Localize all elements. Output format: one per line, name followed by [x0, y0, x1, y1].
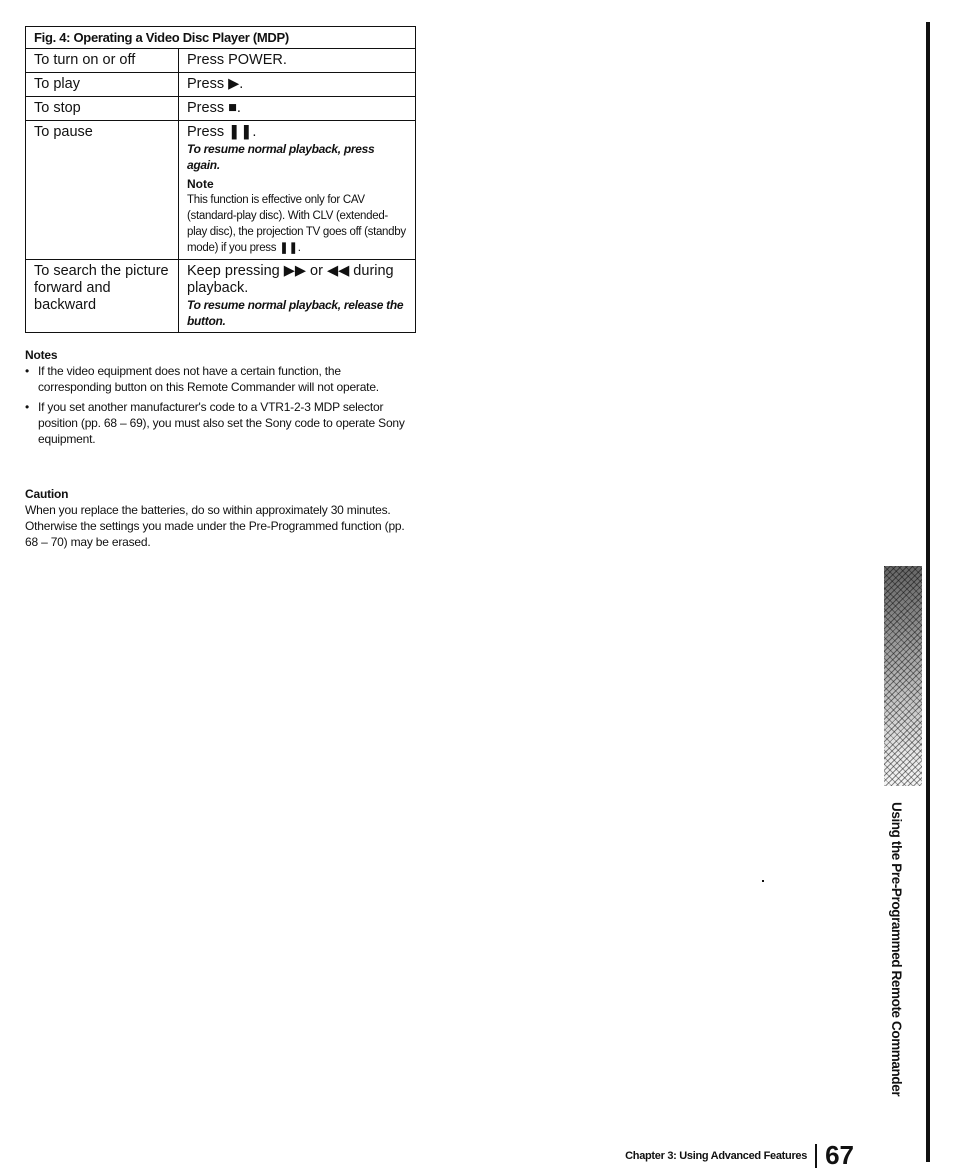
caution-heading: Caution: [25, 487, 69, 501]
side-section-title: Using the Pre-Programmed Remote Commander: [889, 802, 904, 1097]
page-number: 67: [825, 1140, 854, 1170]
action-cell: To stop: [26, 97, 179, 121]
margin-rule: [926, 22, 930, 1162]
instruction-text: Press ❚❚.: [187, 124, 257, 140]
caution-body: When you replace the batteries, do so within approximately 30 minutes. Otherwise the settings you made under the Pre-Programmed function (pp. 68 – 70) may be erased.: [25, 503, 405, 549]
notes-section: [25, 347, 410, 451]
instruction-cell: Press POWER.: [179, 49, 416, 73]
table-title-row: [26, 27, 416, 49]
table-row: [26, 260, 416, 333]
instruction-text: Keep pressing ▶▶ or ◀◀ during playback.: [187, 263, 394, 296]
table-row: [26, 121, 416, 260]
action-cell: To search the picture forward and backward: [26, 260, 179, 333]
instruction-cell: [179, 260, 416, 333]
resume-hint: To resume normal playback, release the button.: [187, 298, 404, 328]
note-heading: Note: [187, 177, 214, 191]
notes-list: [25, 363, 410, 447]
list-item: • If the video equipment does not have a certain function, the corresponding button on this Remote Commander will not operate.: [25, 363, 410, 395]
instruction-cell: [179, 121, 416, 260]
table-row: [26, 49, 416, 73]
action-cell: To pause: [26, 121, 179, 260]
operation-table: [25, 26, 416, 333]
section-thumb-tab: [884, 566, 922, 786]
caution-section: [25, 486, 415, 550]
table-row: [26, 97, 416, 121]
instruction-cell: Press ■.: [179, 97, 416, 121]
figure-title: Fig. 4: Operating a Video Disc Player (MDP): [26, 27, 416, 49]
notes-heading: Notes: [25, 348, 58, 362]
page-footer: [625, 1140, 854, 1171]
print-speck: [762, 880, 764, 882]
action-cell: To turn on or off: [26, 49, 179, 73]
instruction-cell: Press ▶.: [179, 73, 416, 97]
action-cell: To play: [26, 73, 179, 97]
chapter-label: Chapter 3: Using Advanced Features: [625, 1149, 808, 1162]
table-row: [26, 73, 416, 97]
note-body: This function is effective only for CAV (standard-play disc). With CLV (extended-play disc), the projection TV goes off (standby mode) if you press ❚❚.: [187, 194, 406, 254]
list-item: • If you set another manufacturer's code to a VTR1-2-3 MDP selector position (pp. 68 – 69), you must also set the Sony code to operate Sony equipment.: [25, 399, 410, 447]
resume-hint: To resume normal playback, press again.: [187, 142, 375, 172]
footer-divider: [815, 1144, 817, 1168]
